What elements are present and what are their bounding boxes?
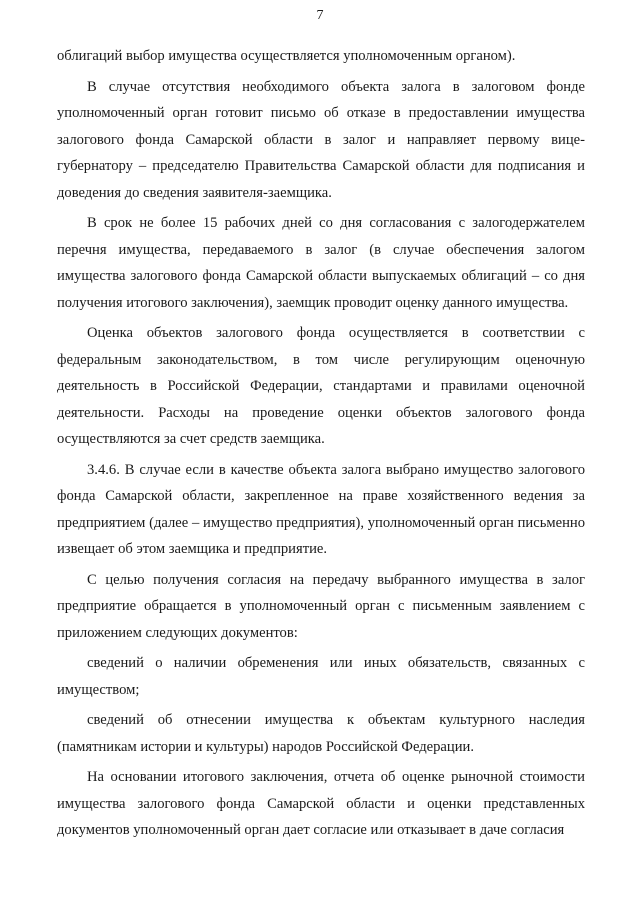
paragraph: С целью получения согласия на передачу выбранного имущества в залог предприятие обращается в уполномоченный орган с письменным заявлением с приложением следующих документов: <box>57 571 585 641</box>
paragraph: облигаций выбор имущества осуществляется уполномоченным органом). <box>57 48 516 64</box>
paragraph: сведений о наличии обременения или иных обязательств, связанных с имуществом; <box>57 655 585 698</box>
paragraph: В срок не более 15 рабочих дней со дня согласования с залогодержателем перечня имущества, передаваемого в залог (в случае обеспечения залогом имущества залогового фонда Самарской области выпускаемых облигаций – со дня получения итогового заключения), заемщик проводит оценку данного имущества. <box>57 215 585 311</box>
paragraph: сведений об отнесении имущества к объектам культурного наследия (памятникам истории и культуры) народов Российской Федерации. <box>57 712 585 755</box>
document-body <box>57 43 585 848</box>
page-number: 7 <box>316 8 324 23</box>
paragraph: 3.4.6. В случае если в качестве объекта залога выбрано имущество залогового фонда Самарской области, закрепленное на праве хозяйственного ведения за предприятием (далее – имущество предприятия), уполномоченный орган письменно извещает об этом заемщика и предприятие. <box>57 461 585 557</box>
paragraph: В случае отсутствия необходимого объекта залога в залоговом фонде уполномоченный орган готовит письмо об отказе в предоставлении имущества залогового фонда Самарской области в залог и направляет первому вице-губернатору – председателю Правительства Самарской области для подписания и доведения до сведения заявителя-заемщика. <box>57 78 585 201</box>
paragraph: Оценка объектов залогового фонда осуществляется в соответствии с федеральным законодательством, в том числе регулирующим оценочную деятельность в Российской Федерации, стандартами и правилами оценочной деятельности. Расходы на проведение оценки объектов залогового фонда осуществляются за счет средств заемщика. <box>57 325 585 447</box>
paragraph: На основании итогового заключения, отчета об оценке рыночной стоимости имущества залогового фонда Самарской области и оценки представленных документов уполномоченный орган дает согласие или отказывает в даче согласия <box>57 769 585 838</box>
